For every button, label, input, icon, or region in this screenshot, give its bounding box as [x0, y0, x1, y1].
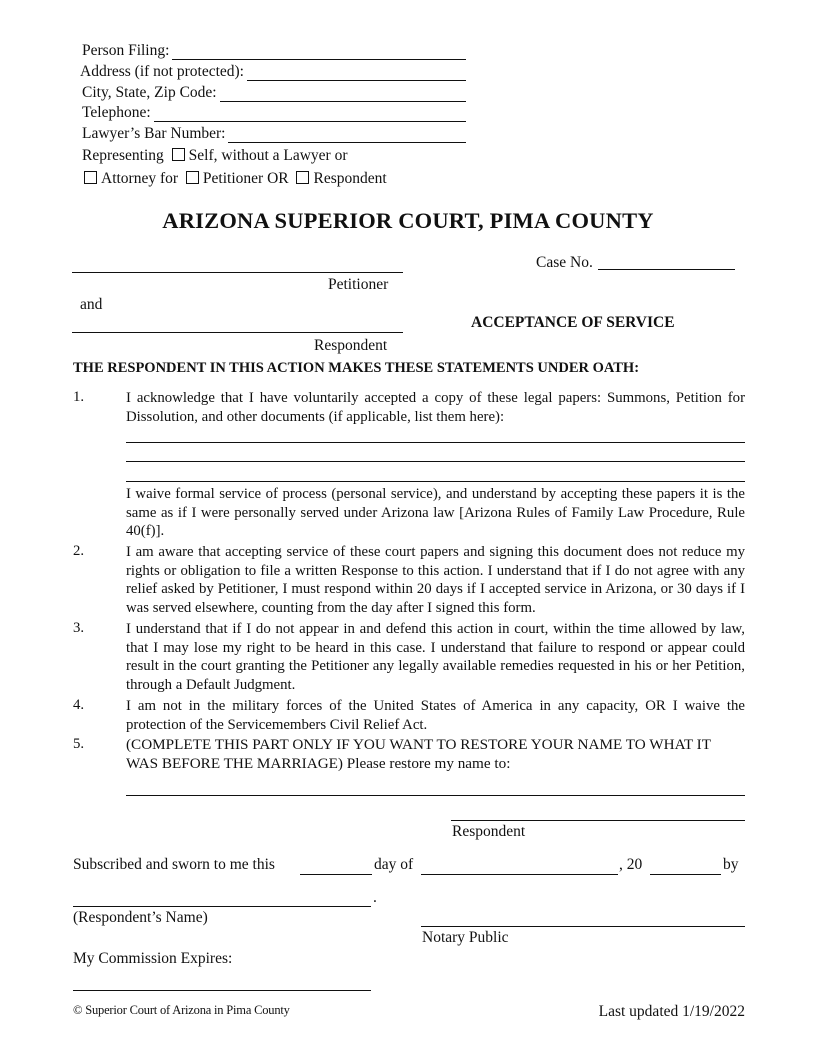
documents-line-3[interactable] [126, 467, 745, 482]
address-line[interactable] [247, 64, 466, 81]
item-4-text: I am not in the military forces of the United States of America in any capacity, OR I waive the protection of the Servicemembers Civil Relief Act. [126, 698, 745, 733]
name-period: . [373, 889, 377, 906]
day-of-label: day of [374, 856, 414, 873]
respondent-name-line[interactable] [72, 316, 403, 333]
person-filing-label: Person Filing: [82, 42, 170, 59]
representing-label: Representing [82, 147, 164, 164]
documents-line-2[interactable] [126, 447, 745, 462]
respondent-option-label: Respondent [313, 170, 387, 187]
bar-number-line[interactable] [228, 126, 466, 143]
footer-copyright: © Superior Court of Arizona in Pima County [73, 1003, 290, 1017]
attorney-row [84, 170, 387, 188]
by-label: by [723, 856, 739, 873]
item-3-number: 3. [73, 620, 85, 636]
respondent-signature-line[interactable] [451, 806, 745, 821]
petitioner-option-label: Petitioner OR [202, 170, 289, 187]
case-number-label: Case No. [536, 254, 593, 271]
person-filing-line[interactable] [172, 43, 466, 60]
address-row [80, 61, 466, 81]
city-label: City, State, Zip Code: [82, 84, 217, 101]
day-line[interactable] [300, 857, 372, 875]
self-option-label: Self, without a Lawyer or [188, 147, 348, 164]
footer-updated: Last updated 1/19/2022 [598, 1003, 745, 1020]
representing-row [82, 147, 348, 165]
respondent-checkbox[interactable] [296, 171, 309, 184]
respondent-caption-label: Respondent [314, 337, 388, 354]
city-line[interactable] [220, 85, 466, 102]
item-3-text: I understand that if I do not appear in and defend this action in court, within the time allowed by law, that I may lose my right to be heard in this case. I understand that failure to respond or appear could result in the court granting the Petitioner any legally available remedies requested in his or her Petition, through a Default Judgment. [126, 621, 745, 694]
petitioner-name-line[interactable] [72, 256, 403, 273]
year-line[interactable] [650, 857, 721, 875]
respondent-name-fill-line[interactable] [73, 892, 371, 907]
restored-name-line[interactable] [126, 781, 745, 796]
bar-number-label: Lawyer’s Bar Number: [82, 125, 226, 142]
bar-number-row [82, 123, 466, 143]
court-title: ARIZONA SUPERIOR COURT, PIMA COUNTY [162, 208, 654, 233]
city-row [82, 82, 466, 102]
documents-line-1[interactable] [126, 428, 745, 443]
item-2-number: 2. [73, 543, 85, 559]
document-title: ACCEPTANCE OF SERVICE [471, 314, 675, 331]
year-prefix-label: , 20 [619, 856, 643, 873]
item-5-text: (COMPLETE THIS PART ONLY IF YOU WANT TO RESTORE YOUR NAME TO WHAT IT WAS BEFORE THE MARRIAGE) Please restore my name to: [126, 736, 711, 772]
notary-public-label: Notary Public [422, 929, 509, 946]
commission-expires-line[interactable] [73, 976, 371, 991]
self-checkbox[interactable] [172, 148, 185, 161]
petitioner-checkbox[interactable] [186, 171, 199, 184]
item-5-number: 5. [73, 736, 85, 752]
item-1-text: I acknowledge that I have voluntarily accepted a copy of these legal papers: Summons, Petition for Dissolution, and other documents (if applicable, list them here): [126, 390, 745, 425]
respondent-signature-label: Respondent [452, 823, 526, 840]
attorney-checkbox[interactable] [84, 171, 97, 184]
item-2-text: I am aware that accepting service of these court papers and signing this document does not reduce my rights or obligation to file a written Response to this action. I understand that if I do not agree with any relief asked by Petitioner, I must respond within 20 days if I accepted service in Arizona, or 30 days if I was served elsewhere, counting from the day after I signed this form. [126, 544, 745, 617]
waiver-text: I waive formal service of process (personal service), and understand by accepting these papers it is the same as if I were personally served under Arizona law [Arizona Rules of Family Law Procedure, Rule 40(f)]. [126, 486, 745, 540]
item-4-number: 4. [73, 697, 85, 713]
commission-expires-label: My Commission Expires: [73, 950, 233, 967]
telephone-row [82, 102, 466, 122]
month-line[interactable] [421, 857, 618, 875]
notary-signature-line[interactable] [421, 912, 745, 927]
and-label: and [80, 296, 103, 313]
respondent-name-label: (Respondent’s Name) [73, 909, 208, 926]
oath-heading: THE RESPONDENT IN THIS ACTION MAKES THESE STATEMENTS UNDER OATH: [73, 360, 640, 376]
item-1-number: 1. [73, 389, 85, 405]
person-filing-row [82, 40, 466, 60]
address-label: Address (if not protected): [80, 63, 244, 80]
subscribed-label: Subscribed and sworn to me this [73, 856, 275, 873]
petitioner-label: Petitioner [328, 276, 389, 293]
telephone-line[interactable] [154, 105, 466, 122]
telephone-label: Telephone: [82, 104, 151, 121]
case-number-line[interactable] [598, 252, 735, 270]
attorney-for-label: Attorney for [101, 170, 179, 187]
